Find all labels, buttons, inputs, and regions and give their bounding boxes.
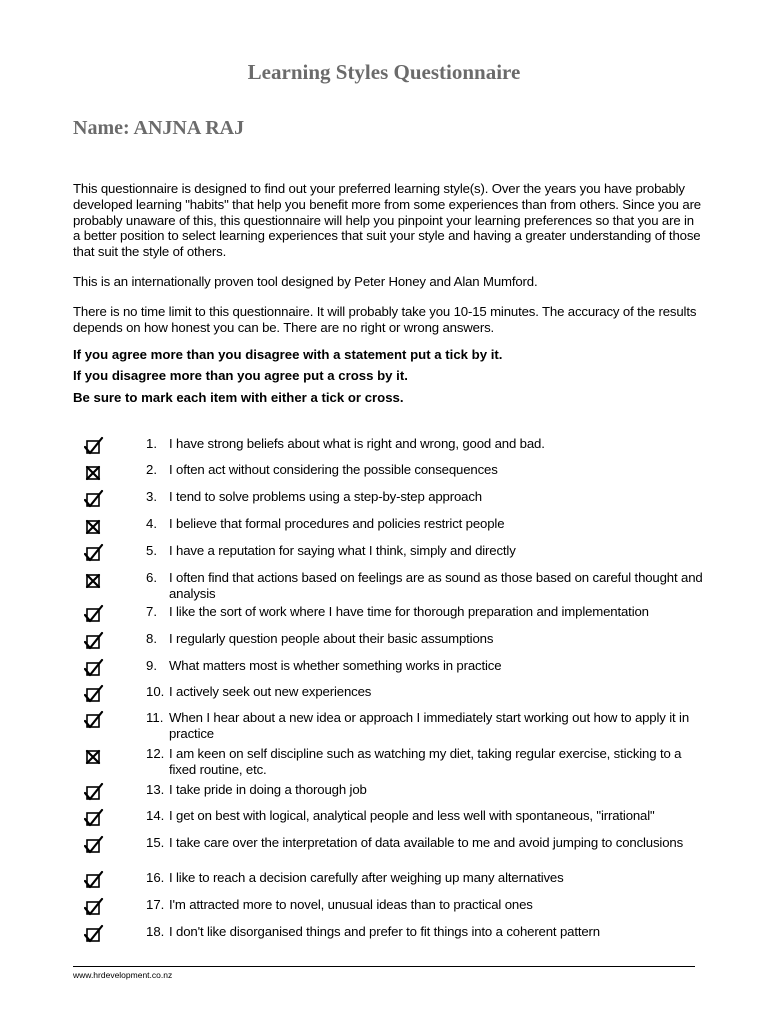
item-statement: I like to reach a decision carefully after weighing up many alternatives [169,870,564,885]
tick-checkbox-icon[interactable] [84,604,104,624]
tick-checkbox-icon[interactable] [84,710,104,730]
tick-checkbox-icon[interactable] [84,489,104,509]
cross-checkbox-icon[interactable] [84,746,104,766]
item-statement: I get on best with logical, analytical people and less well with spontaneous, "irrational" [169,808,655,823]
item-number: 9. [146,658,157,673]
item-number: 15. [146,835,165,850]
item-number: 8. [146,631,157,646]
item-number: 7. [146,604,157,619]
respondent-name: Name: ANJNA RAJ [73,117,245,139]
item-statement: I often act without considering the possible consequences [169,462,498,477]
item-number: 16. [146,870,165,885]
instruction-cross: If you disagree more than you agree put a cross by it. [73,368,408,383]
item-number: 3. [146,489,157,504]
footer-divider [73,966,695,967]
tick-checkbox-icon[interactable] [84,870,104,890]
item-statement: When I hear about a new idea or approach I immediately start working out how to apply it in practice [169,710,689,741]
item-statement: I take pride in doing a thorough job [169,782,367,797]
tick-checkbox-icon[interactable] [84,924,104,944]
tick-checkbox-icon[interactable] [84,631,104,651]
item-statement: I take care over the interpretation of data available to me and avoid jumping to conclusions [169,835,684,850]
item-statement: I have strong beliefs about what is right and wrong, good and bad. [169,436,545,451]
item-number: 2. [146,462,157,477]
footer-url: www.hrdevelopment.co.nz [73,970,173,980]
tick-checkbox-icon[interactable] [84,782,104,802]
cross-checkbox-icon[interactable] [84,516,104,536]
item-number: 12. [146,746,165,761]
item-statement: I tend to solve problems using a step-by-step approach [169,489,482,504]
instruction-tick: If you agree more than you disagree with a statement put a tick by it. [73,347,503,362]
tick-checkbox-icon[interactable] [84,543,104,563]
item-number: 4. [146,516,157,531]
item-statement: I don't like disorganised things and prefer to fit things into a coherent pattern [169,924,600,939]
item-statement: I have a reputation for saying what I think, simply and directly [169,543,516,558]
item-statement: I believe that formal procedures and policies restrict people [169,516,505,531]
tick-checkbox-icon[interactable] [84,684,104,704]
instruction-mark-all: Be sure to mark each item with either a tick or cross. [73,390,404,405]
item-statement: What matters most is whether something works in practice [169,658,502,673]
intro-paragraph: There is no time limit to this questionnaire. It will probably take you 10-15 minutes. The accuracy of the results depends on how honest you can be. There are no right or wrong answers. [73,304,697,335]
item-number: 1. [146,436,157,451]
item-number: 10. [146,684,165,699]
tick-checkbox-icon[interactable] [84,897,104,917]
item-number: 14. [146,808,165,823]
cross-checkbox-icon[interactable] [84,462,104,482]
item-number: 18. [146,924,165,939]
intro-paragraph: This is an internationally proven tool designed by Peter Honey and Alan Mumford. [73,274,538,289]
intro-paragraph: This questionnaire is designed to find out your preferred learning style(s). Over the years you have probably developed learning "habits" that help you benefit more from some experiences than from others. Since you are probably unaware of this, this questionnaire will help you pinpoint your learning preferences so that you are in a better position to select learning experiences that suit your style and having a greater understanding of those that suit the style of others. [73,181,701,260]
item-statement: I'm attracted more to novel, unusual ideas than to practical ones [169,897,533,912]
tick-checkbox-icon[interactable] [84,835,104,855]
item-statement: I actively seek out new experiences [169,684,372,699]
item-number: 11. [146,710,164,725]
item-number: 13. [146,782,165,797]
item-number: 17. [146,897,165,912]
tick-checkbox-icon[interactable] [84,436,104,456]
item-number: 6. [146,570,157,585]
tick-checkbox-icon[interactable] [84,808,104,828]
item-statement: I like the sort of work where I have time for thorough preparation and implementation [169,604,649,619]
item-statement: I often find that actions based on feelings are as sound as those based on careful thought and analysis [169,570,703,601]
item-statement: I am keen on self discipline such as watching my diet, taking regular exercise, sticking to a fixed routine, etc. [169,746,682,777]
tick-checkbox-icon[interactable] [84,658,104,678]
item-number: 5. [146,543,157,558]
item-statement: I regularly question people about their basic assumptions [169,631,494,646]
cross-checkbox-icon[interactable] [84,570,104,590]
document-title: Learning Styles Questionnaire [247,60,521,84]
